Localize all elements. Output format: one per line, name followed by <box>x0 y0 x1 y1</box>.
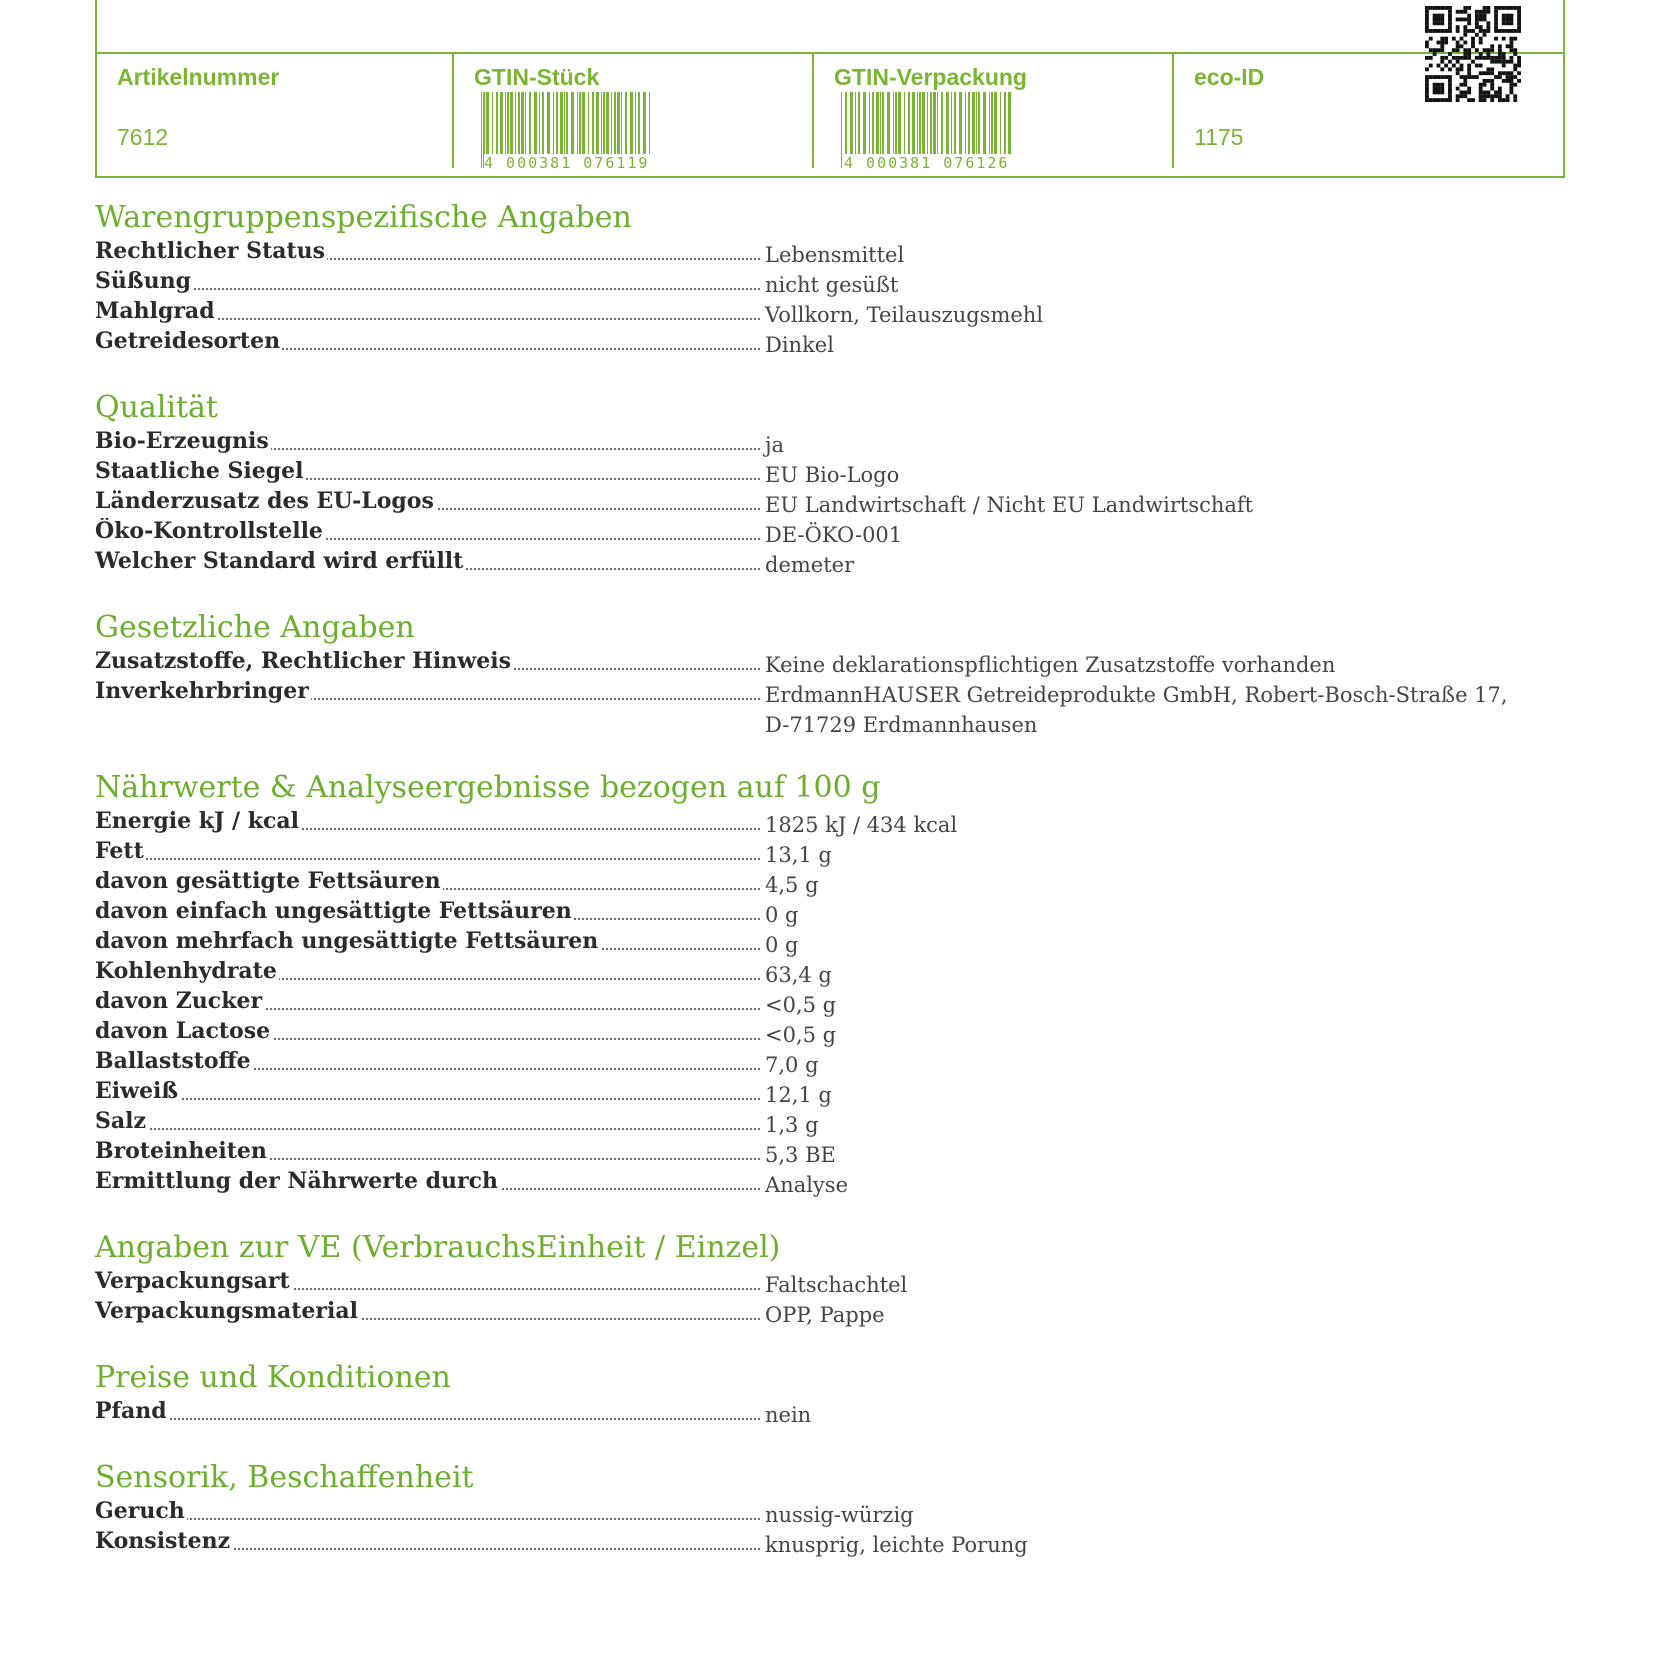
spec-row <box>95 428 1535 458</box>
spec-row <box>95 898 1535 928</box>
spec-row <box>95 808 1535 838</box>
product-id-header <box>95 0 1565 178</box>
spec-label <box>95 1268 760 1298</box>
spec-value: knusprig, leichte Porung <box>765 1533 1028 1557</box>
spec-label <box>95 548 760 578</box>
spec-label-text: Bio-Erzeugnis <box>95 428 269 454</box>
spec-value: ja <box>765 433 785 457</box>
artikelnummer-label: Artikelnummer <box>117 64 280 90</box>
spec-label-text: Zusatzstoffe, Rechtlicher Hinweis <box>95 648 511 674</box>
gtin-verpackung-label: GTIN-Verpackung <box>834 64 1027 90</box>
spec-row <box>95 988 1535 1018</box>
spec-label-text: Ermittlung der Nährwerte durch <box>95 1168 498 1194</box>
gtin-verpackung-digits: 4 000381 076126 <box>844 154 1024 172</box>
spec-label <box>95 1048 760 1078</box>
spec-value: 5,3 BE <box>765 1143 836 1167</box>
section-title: Preise und Konditionen <box>95 1360 451 1395</box>
spec-label-text: davon Lactose <box>95 1018 271 1044</box>
spec-label <box>95 678 760 708</box>
spec-row <box>95 548 1535 578</box>
spec-label-text: Süßung <box>95 268 191 294</box>
spec-label <box>95 1168 760 1198</box>
spec-label <box>95 1528 760 1558</box>
spec-label <box>95 1078 760 1108</box>
section-title: Warengruppenspezifische Angaben <box>95 200 632 235</box>
spec-value: demeter <box>765 553 855 577</box>
spec-value: Keine deklarationspflichtigen Zusatzstoffe vorhanden <box>765 653 1336 677</box>
spec-label-text: davon gesättigte Fettsäuren <box>95 868 441 894</box>
spec-row <box>95 958 1535 988</box>
spec-row <box>95 518 1535 548</box>
artikelnummer-value: 7612 <box>117 124 169 150</box>
spec-label <box>95 1498 760 1528</box>
spec-row <box>95 1108 1535 1138</box>
spec-value: 13,1 g <box>765 843 832 867</box>
spec-value: nicht gesüßt <box>765 273 899 297</box>
section-title: Angaben zur VE (VerbrauchsEinheit / Einzel) <box>95 1230 781 1265</box>
spec-value: 1825 kJ / 434 kcal <box>765 813 958 837</box>
eco-id-label: eco-ID <box>1194 64 1265 90</box>
spec-label <box>95 1108 760 1138</box>
spec-label <box>95 648 760 678</box>
spec-value: 4,5 g <box>765 873 819 897</box>
spec-label <box>95 1138 760 1168</box>
artikelnummer-cell <box>97 54 452 176</box>
spec-row <box>95 298 1535 328</box>
spec-row <box>95 1398 1535 1428</box>
spec-label-text: Ballaststoffe <box>95 1048 251 1074</box>
section-title: Sensorik, Beschaffenheit <box>95 1460 474 1495</box>
spec-row <box>95 238 1535 268</box>
spec-label-text: Kohlenhydrate <box>95 958 277 984</box>
spec-value: 0 g <box>765 933 799 957</box>
spec-value: nussig-würzig <box>765 1503 914 1527</box>
spec-label-text: Eiweiß <box>95 1078 179 1104</box>
spec-label-text: Getreidesorten <box>95 328 281 354</box>
spec-label <box>95 838 760 868</box>
spec-label-text: Mahlgrad <box>95 298 215 324</box>
spec-value: 1,3 g <box>765 1113 819 1137</box>
spec-label-text: Länderzusatz des EU-Logos <box>95 488 434 514</box>
spec-label <box>95 808 760 838</box>
spec-label <box>95 868 760 898</box>
spec-label <box>95 518 760 548</box>
spec-row <box>95 1168 1535 1198</box>
spec-label <box>95 988 760 1018</box>
spec-label-text: davon einfach ungesättigte Fettsäuren <box>95 898 572 924</box>
spec-label <box>95 488 760 518</box>
spec-label <box>95 1018 760 1048</box>
spec-label-text: Rechtlicher Status <box>95 238 326 264</box>
spec-value: 12,1 g <box>765 1083 832 1107</box>
gtin-stueck-digits: 4 000381 076119 <box>484 154 664 172</box>
spec-row <box>95 1498 1535 1528</box>
spec-value: <0,5 g <box>765 1023 837 1047</box>
gtin-verpackung-cell <box>812 54 1172 172</box>
spec-row <box>95 648 1535 678</box>
spec-label-text: davon Zucker <box>95 988 263 1014</box>
spec-value: OPP, Pappe <box>765 1303 885 1327</box>
spec-row <box>95 1048 1535 1078</box>
spec-label <box>95 1298 760 1328</box>
spec-row <box>95 458 1535 488</box>
spec-value: EU Bio-Logo <box>765 463 900 487</box>
spec-label <box>95 898 760 928</box>
spec-value: 0 g <box>765 903 799 927</box>
spec-value: EU Landwirtschaft / Nicht EU Landwirtschaft <box>765 493 1254 517</box>
section-title: Nährwerte & Analyseergebnisse bezogen auf 100 g <box>95 770 881 805</box>
eco-id-value: 1175 <box>1194 124 1244 150</box>
spec-row <box>95 1268 1535 1298</box>
spec-value: Dinkel <box>765 333 834 357</box>
spec-value: Vollkorn, Teilauszugsmehl <box>765 303 1044 327</box>
spec-label-text: Inverkehrbringer <box>95 678 309 704</box>
spec-label-text: Salz <box>95 1108 146 1134</box>
spec-label-text: Broteinheiten <box>95 1138 267 1164</box>
section-title: Qualität <box>95 390 218 425</box>
spec-row <box>95 678 1535 737</box>
qr-code-icon <box>1425 6 1521 102</box>
spec-label <box>95 928 760 958</box>
spec-value: Faltschachtel <box>765 1273 908 1297</box>
spec-value: ErdmannHAUSER Getreideprodukte GmbH, Robert-Bosch-Straße 17, D-71729 Erdmannhausen <box>765 683 1508 737</box>
spec-row <box>95 1298 1535 1328</box>
spec-label <box>95 238 760 268</box>
spec-label-text: davon mehrfach ungesättigte Fettsäuren <box>95 928 599 954</box>
spec-label-text: Staatliche Siegel <box>95 458 304 484</box>
gtin-stueck-cell <box>452 54 812 172</box>
spec-label-text: Welcher Standard wird erfüllt <box>95 548 464 574</box>
spec-row <box>95 268 1535 298</box>
spec-label-text: Pfand <box>95 1398 167 1424</box>
spec-row <box>95 868 1535 898</box>
spec-label-text: Verpackungsmaterial <box>95 1298 358 1324</box>
spec-label <box>95 958 760 988</box>
spec-row <box>95 838 1535 868</box>
spec-label-text: Öko-Kontrollstelle <box>95 518 323 544</box>
spec-label-text: Konsistenz <box>95 1528 231 1554</box>
section-title: Gesetzliche Angaben <box>95 610 415 645</box>
spec-value: nein <box>765 1403 812 1427</box>
gtin-stueck-label: GTIN-Stück <box>474 64 600 90</box>
spec-value: 63,4 g <box>765 963 832 987</box>
spec-value: DE-ÖKO-001 <box>765 523 903 547</box>
spec-row <box>95 1138 1535 1168</box>
spec-row <box>95 488 1535 518</box>
spec-label <box>95 428 760 458</box>
spec-label-text: Energie kJ / kcal <box>95 808 300 834</box>
spec-row <box>95 1528 1535 1558</box>
spec-label-text: Verpackungsart <box>95 1268 290 1294</box>
spec-row <box>95 328 1535 358</box>
spec-value: <0,5 g <box>765 993 837 1017</box>
spec-row <box>95 1018 1535 1048</box>
spec-label <box>95 298 760 328</box>
spec-label <box>95 328 760 358</box>
spec-label <box>95 1398 760 1428</box>
spec-value: Analyse <box>765 1173 848 1197</box>
spec-label-text: Fett <box>95 838 144 864</box>
spec-row <box>95 928 1535 958</box>
spec-row <box>95 1078 1535 1108</box>
spec-label <box>95 268 760 298</box>
spec-value: Lebensmittel <box>765 243 905 267</box>
spec-label-text: Geruch <box>95 1498 185 1524</box>
spec-value: 7,0 g <box>765 1053 819 1077</box>
spec-label <box>95 458 760 488</box>
